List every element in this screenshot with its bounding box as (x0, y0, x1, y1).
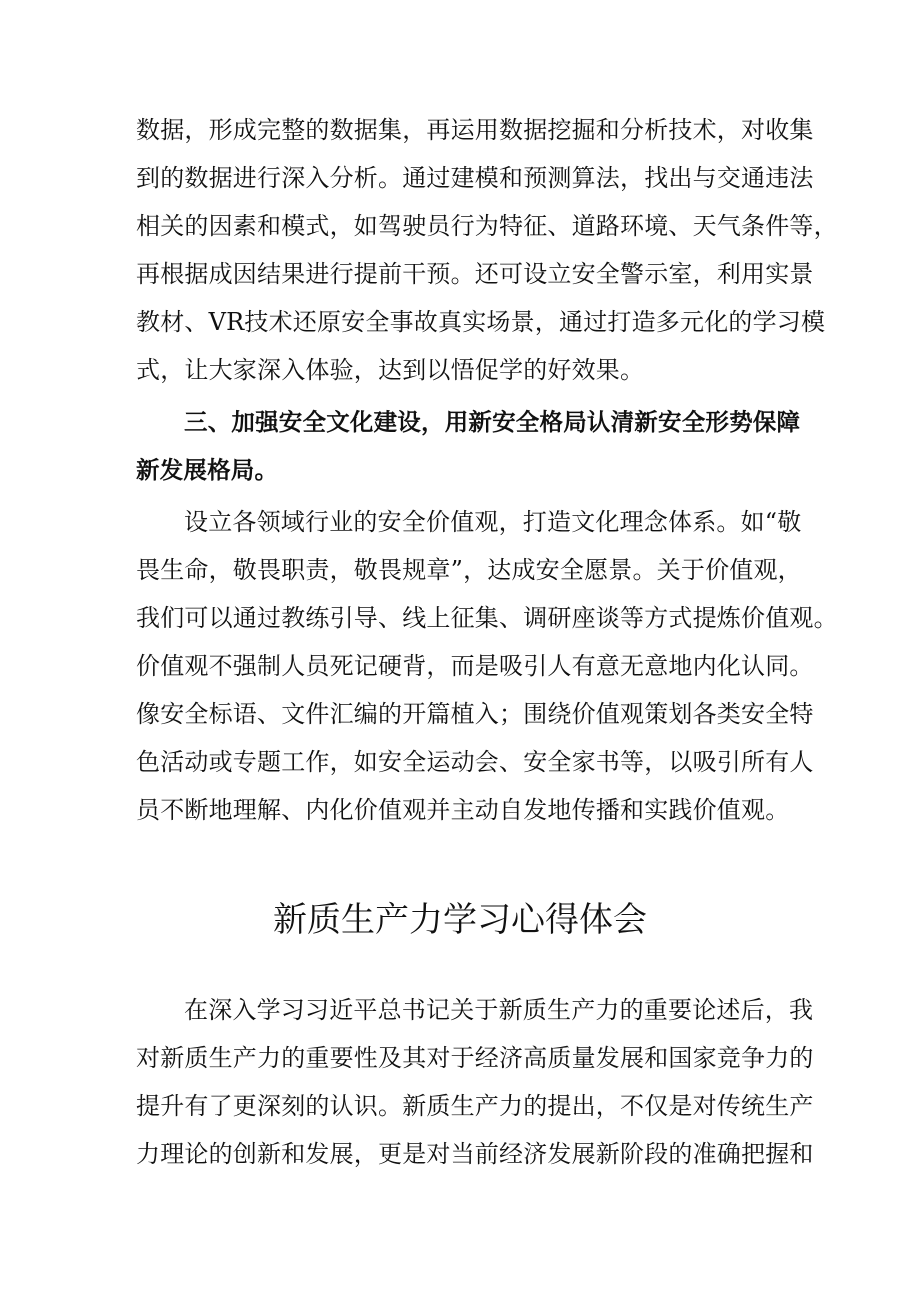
paragraph-line: 像安全标语、文件汇编的开篇植入；围绕价值观策划各类安全特 (136, 700, 814, 728)
paragraph-line: 设立各领域行业的安全价值观，打造文化理念体系。如“敬 (184, 508, 802, 536)
paragraph-line: 价值观不强制人员死记硬背，而是吸引人有意无意地内化认同。 (136, 652, 814, 680)
section-heading: 新发展格局。 (136, 456, 279, 484)
paragraph-line: 式，让大家深入体验，达到以悟促学的好效果。 (136, 356, 645, 384)
paragraph-line: 数据，形成完整的数据集，再运用数据挖掘和分析技术，对收集 (136, 116, 814, 144)
paragraph-line: 对新质生产力的重要性及其对于经济高质量发展和国家竞争力的 (136, 1044, 814, 1072)
section-heading: 三、加强安全文化建设，用新安全格局认清新安全形势保障 (184, 408, 801, 436)
paragraph-line: 在深入学习习近平总书记关于新质生产力的重要论述后，我 (184, 996, 814, 1024)
paragraph-line: 我们可以通过教练引导、线上征集、调研座谈等方式提炼价值观。 (136, 604, 838, 632)
paragraph-line: 教材、VR技术还原安全事故真实场景，通过打造多元化的学习模 (136, 308, 826, 336)
paragraph-line: 色活动或专题工作，如安全运动会、安全家书等，以吸引所有人 (136, 748, 814, 776)
paragraph-line: 相关的因素和模式，如驾驶员行为特征、道路环境、天气条件等， (136, 212, 838, 240)
paragraph-line: 提升有了更深刻的认识。新质生产力的提出，不仅是对传统生产 (136, 1092, 814, 1120)
paragraph-line: 力理论的创新和发展，更是对当前经济发展新阶段的准确把握和 (136, 1140, 814, 1168)
paragraph-line: 再根据成因结果进行提前干预。还可设立安全警示室，利用实景 (136, 260, 814, 288)
paragraph-line: 员不断地理解、内化价值观并主动自发地传播和实践价值观。 (136, 796, 790, 824)
paragraph-line: 到的数据进行深入分析。通过建模和预测算法，找出与交通违法 (136, 164, 814, 192)
article-title: 新质生产力学习心得体会 (273, 900, 647, 940)
paragraph-line: 畏生命，敬畏职责，敬畏规章”，达成安全愿景。关于价值观， (136, 556, 802, 584)
